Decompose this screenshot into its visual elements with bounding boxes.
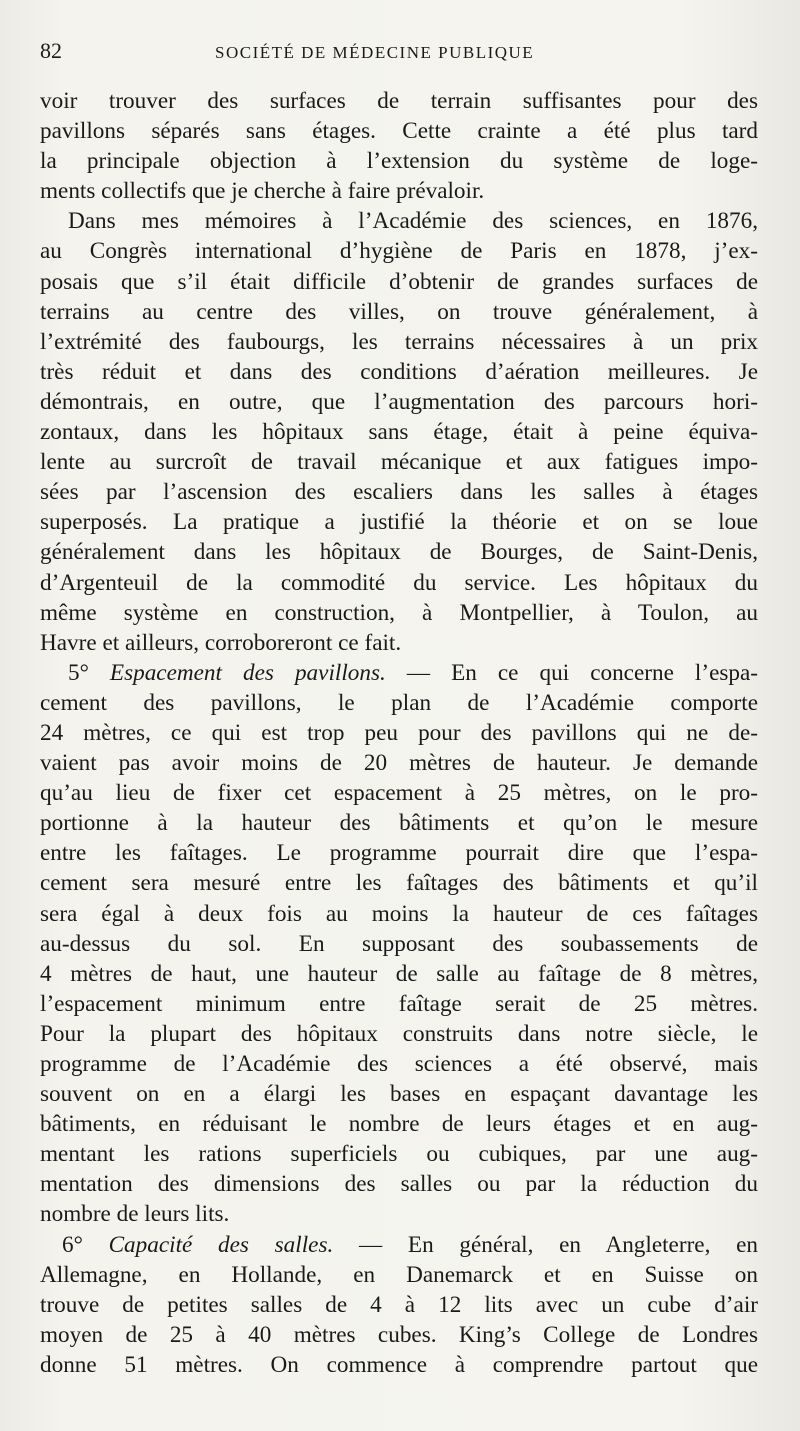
text-line: sées par l’ascension des escaliers dans les salles à étages [40, 479, 758, 506]
text-line: voir trouver des surfaces de terrain suffisantes pour des [40, 88, 758, 114]
text-line: 4 mètres de haut, une hauteur de salle au faîtage de 8 mètres, [40, 960, 758, 987]
section-text: — En général, en Angleterre, en [359, 1231, 758, 1258]
body-text [40, 86, 758, 1380]
section-number: 6° [62, 1231, 109, 1258]
text-line: Havre et ailleurs, corroboreront ce fait. [40, 629, 402, 656]
text-line: la principale objection à l’extension du système de loge- [40, 148, 758, 175]
text-line: généralement dans les hôpitaux de Bourges, de Saint-Denis, [40, 539, 758, 566]
text-line: Dans mes mémoires à l’Académie des sciences, en 1876, [68, 208, 758, 235]
text-line: bâtiments, en réduisant le nombre de leurs étages et en aug- [40, 1111, 758, 1138]
text-line: entre les faîtages. Le programme pourrait dire que l’espa- [40, 840, 758, 867]
section-heading: Espacement des pavillons. [109, 659, 386, 686]
section-heading: Capacité des salles. [108, 1231, 334, 1258]
running-title: SOCIÉTÉ DE MÉDECINE PUBLIQUE [215, 43, 535, 62]
text-line: mentation des dimensions des salles ou par la réduction du [40, 1171, 758, 1198]
text-line: trouve de petites salles de 4 à 12 lits avec un cube d’air [40, 1291, 758, 1318]
text-line: très réduit et dans des conditions d’aération meilleures. Je [40, 358, 758, 385]
text-line: au Congrès international d’hygiène de Paris en 1878, j’ex- [40, 238, 758, 265]
text-line: Pour la plupart des hôpitaux construits dans notre siècle, le [40, 1020, 758, 1047]
text-line: au-dessus du sol. En supposant des soubassements de [40, 930, 758, 957]
text-line: cement sera mesuré entre les faîtages des bâtiments et qu’il [40, 870, 758, 897]
text-line: Allemagne, en Hollande, en Danemarck et en Suisse on [40, 1261, 758, 1288]
text-line: nombre de leurs lits. [40, 1201, 230, 1228]
text-line: cement des pavillons, le plan de l’Académie comporte [40, 689, 758, 716]
text-line: démontrais, en outre, que l’augmentation des parcours hori- [40, 388, 758, 415]
running-header [40, 38, 758, 86]
text-line: même système en construction, à Montpellier, à Toulon, au [40, 599, 758, 626]
text-line: programme de l’Académie des sciences a été observé, mais [40, 1051, 758, 1077]
text-line: 24 mètres, ce qui est trop peu pour des pavillons qui ne de- [40, 719, 758, 746]
text-line: moyen de 25 à 40 mètres cubes. King’s College de Londres [40, 1321, 758, 1348]
text-line: sera égal à deux fois au moins la hauteur de ces faîtages [40, 900, 758, 927]
text-line: qu’au lieu de fixer cet espacement à 25 mètres, on le pro- [40, 780, 758, 807]
text-line: superposés. La pratique a justifié la théorie et on se loue [40, 509, 758, 536]
text-line: ments collectifs que je cherche à faire prévaloir. [40, 178, 485, 205]
text-line: lente au surcroît de travail mécanique et aux fatigues impo- [40, 449, 758, 476]
section-line [40, 1230, 758, 1260]
text-line: posais que s’il était difficile d’obtenir de grandes surfaces de [40, 268, 758, 295]
section-line [40, 658, 758, 688]
text-line: donne 51 mètres. On commence à comprendre partout que [40, 1351, 758, 1378]
section-text: — En ce qui concerne l’espa- [406, 659, 759, 686]
text-line: l’espacement minimum entre faîtage serait de 25 mètres. [40, 990, 758, 1017]
text-line: mentant les rations superficiels ou cubiques, par une aug- [40, 1141, 758, 1168]
section-number: 5° [68, 659, 110, 686]
text-line: d’Argenteuil de la commodité du service. Les hôpitaux du [40, 569, 758, 596]
text-line: zontaux, dans les hôpitaux sans étage, était à peine équiva- [40, 419, 758, 446]
page-number: 82 [40, 38, 62, 63]
text-line: pavillons séparés sans étages. Cette crainte a été plus tard [40, 118, 758, 145]
text-line: portionne à la hauteur des bâtiments et qu’on le mesure [40, 810, 758, 837]
text-line: l’extrémité des faubourgs, les terrains nécessaires à un prix [40, 328, 758, 355]
text-line: terrains au centre des villes, on trouve généralement, à [40, 298, 758, 325]
text-line: vaient pas avoir moins de 20 mètres de hauteur. Je demande [40, 750, 758, 777]
text-line: souvent on en a élargi les bases en espaçant davantage les [40, 1081, 758, 1108]
